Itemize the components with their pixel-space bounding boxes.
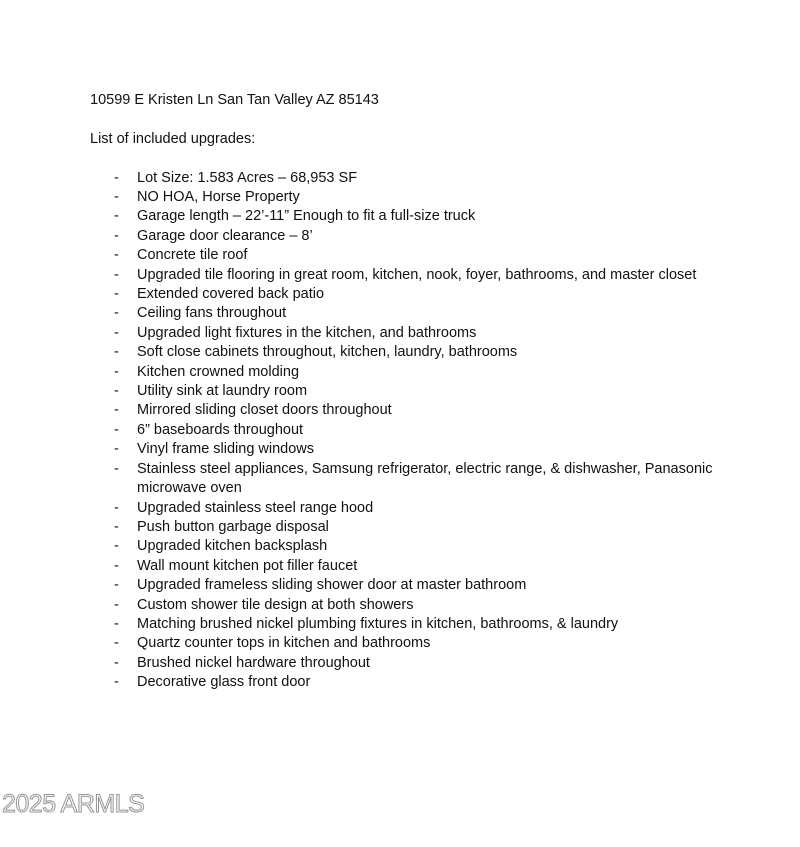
bullet-dash: -	[114, 654, 119, 671]
upgrades-heading: List of included upgrades:	[90, 130, 256, 147]
bullet-dash: -	[114, 189, 119, 205]
bullet-dash: -	[114, 402, 119, 419]
upgrade-text: Garage length – 22’-11” Enough to fit a full-size truck	[137, 208, 476, 225]
upgrade-text: Push button garbage disposal	[137, 518, 329, 535]
upgrade-list-item	[90, 246, 730, 265]
bullet-dash: -	[114, 363, 119, 380]
upgrade-list-item	[90, 343, 730, 362]
upgrade-text: NO HOA, Horse Property	[137, 189, 300, 205]
property-address: 10599 E Kristen Ln San Tan Valley AZ 85143	[90, 92, 379, 108]
upgrade-list-item	[90, 266, 730, 285]
upgrade-text: Extended covered back patio	[137, 286, 325, 303]
upgrade-text: Garage door clearance – 8’	[137, 227, 313, 244]
bullet-dash: -	[114, 674, 119, 691]
bullet-dash: -	[114, 441, 119, 458]
bullet-dash: -	[114, 421, 119, 438]
upgrade-text: Matching brushed nickel plumbing fixtures in kitchen, bathrooms, & laundry	[137, 615, 619, 632]
upgrade-text: Decorative glass front door	[137, 674, 311, 691]
bullet-dash: -	[114, 460, 119, 477]
upgrade-text: Mirrored sliding closet doors throughout	[137, 402, 392, 419]
upgrade-text: Ceiling fans throughout	[137, 305, 287, 322]
upgrade-text: Upgraded kitchen backsplash	[137, 538, 328, 555]
bullet-dash: -	[114, 383, 119, 400]
upgrade-text: Stainless steel appliances, Samsung refrigerator, electric range, & dishwasher, Panasonic microwave oven	[137, 460, 713, 497]
upgrade-list-item	[90, 169, 730, 188]
upgrade-list-item	[90, 401, 730, 420]
upgrade-text: Vinyl frame sliding windows	[137, 441, 315, 458]
bullet-dash: -	[114, 305, 119, 322]
upgrade-text: Kitchen crowned molding	[137, 363, 300, 380]
upgrade-list-item	[90, 499, 730, 518]
upgrade-text: 6” baseboards throughout	[137, 421, 304, 438]
upgrade-text: Custom shower tile design at both showers	[137, 596, 414, 613]
upgrade-list-item	[90, 363, 730, 382]
upgrade-text: Lot Size: 1.583 Acres – 68,953 SF	[137, 169, 358, 186]
bullet-dash: -	[114, 538, 119, 555]
bullet-dash: -	[114, 266, 119, 283]
upgrade-list-item	[90, 285, 730, 304]
bullet-dash: -	[114, 208, 119, 225]
upgrade-list-item	[90, 440, 730, 459]
upgrade-list-item	[90, 518, 730, 537]
upgrade-text: Upgraded light fixtures in the kitchen, and bathrooms	[137, 324, 477, 341]
bullet-dash: -	[114, 518, 119, 535]
upgrade-list-item	[90, 615, 730, 634]
upgrade-list-item	[90, 207, 730, 226]
bullet-dash: -	[114, 635, 119, 652]
bullet-dash: -	[114, 577, 119, 594]
upgrade-list-item	[90, 324, 730, 343]
bullet-dash: -	[114, 596, 119, 613]
bullet-dash: -	[114, 499, 119, 516]
bullet-dash: -	[114, 227, 119, 244]
bullet-dash: -	[114, 344, 119, 361]
upgrade-text: Quartz counter tops in kitchen and bathrooms	[137, 635, 431, 652]
upgrade-text: Soft close cabinets throughout, kitchen, laundry, bathrooms	[137, 344, 518, 361]
upgrade-text: Upgraded stainless steel range hood	[137, 499, 374, 516]
upgrade-list-item	[90, 596, 730, 615]
upgrades-list	[90, 169, 730, 693]
upgrade-list-item	[90, 382, 730, 401]
upgrade-list-item	[90, 557, 730, 576]
bullet-dash: -	[114, 286, 119, 303]
bullet-dash: -	[114, 557, 119, 574]
upgrade-text: Concrete tile roof	[137, 247, 248, 264]
upgrade-text: Wall mount kitchen pot filler faucet	[137, 557, 358, 574]
upgrade-list-item	[90, 576, 730, 595]
bullet-dash: -	[114, 247, 119, 264]
upgrade-list-item	[90, 421, 730, 440]
upgrade-list-item	[90, 227, 730, 246]
bullet-dash: -	[114, 324, 119, 341]
bullet-dash: -	[114, 615, 119, 632]
upgrade-text: Upgraded frameless sliding shower door at master bathroom	[137, 577, 527, 594]
upgrade-list-item	[90, 460, 730, 499]
bullet-dash: -	[114, 169, 119, 186]
upgrade-list-item	[90, 537, 730, 556]
upgrade-list-item	[90, 188, 730, 207]
upgrade-list-item	[90, 673, 730, 692]
upgrade-list-item	[90, 304, 730, 323]
upgrade-list-item	[90, 654, 730, 673]
upgrade-text: Brushed nickel hardware throughout	[137, 654, 370, 671]
upgrade-list-item	[90, 634, 730, 653]
document-body	[90, 91, 730, 693]
upgrade-text: Upgraded tile flooring in great room, kitchen, nook, foyer, bathrooms, and master closet	[137, 266, 697, 283]
armls-watermark: 2025 ARMLS	[2, 790, 145, 818]
upgrade-text: Utility sink at laundry room	[137, 383, 308, 400]
